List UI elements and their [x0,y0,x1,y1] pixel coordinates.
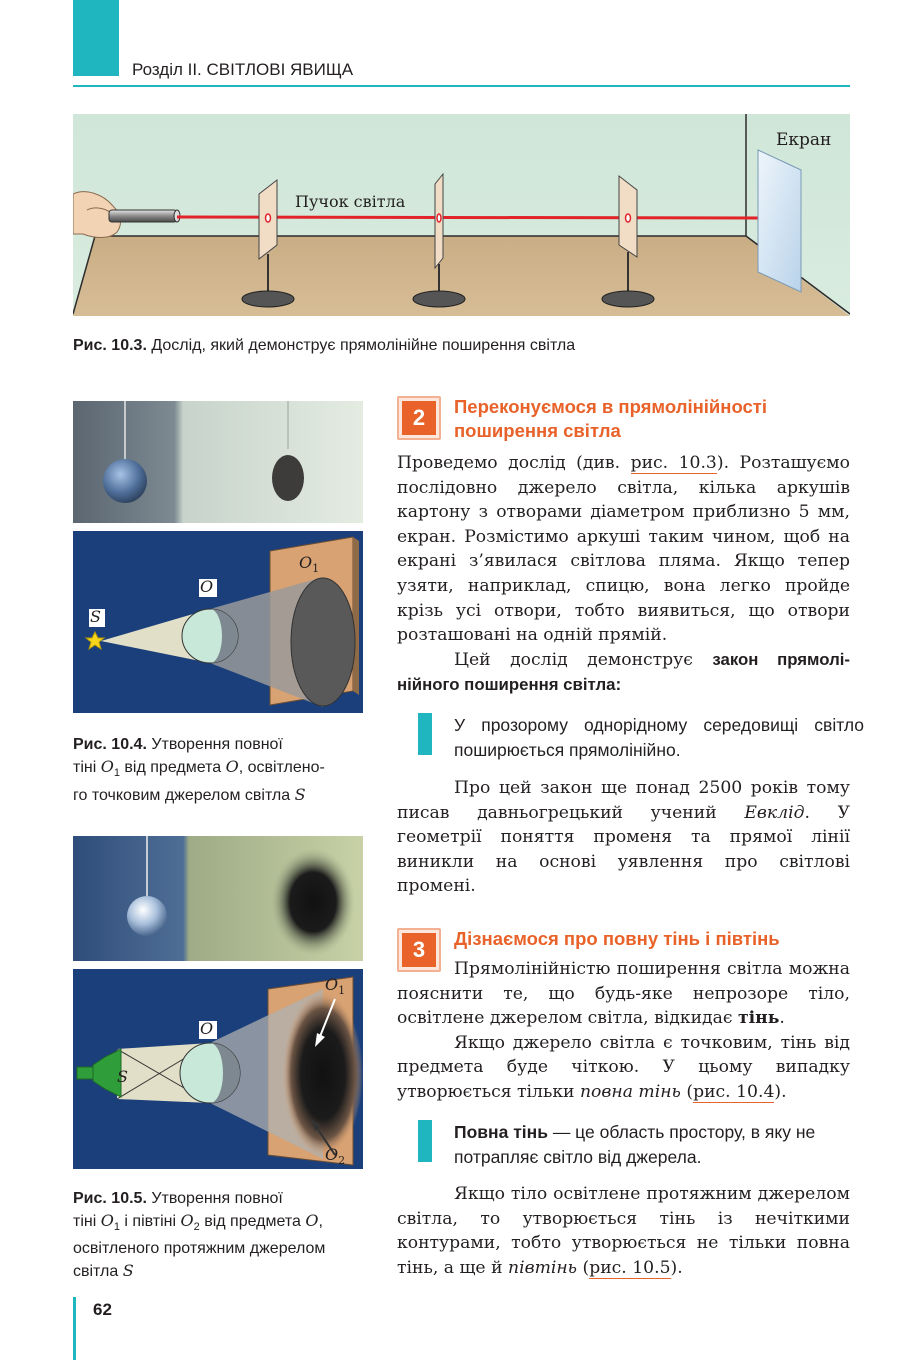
section-2-body [397,451,850,698]
law-bar [418,713,432,755]
paragraph: Якщо тіло освітлене протяжним джерелом світла, то утворюється тінь із нечіткими контурами, тобто утворюється не тільки повна тінь, а ще й півтінь (рис. 10.5). [397,1184,850,1278]
figure-link[interactable]: рис. 10.3 [630,453,717,473]
definition-text: Повна тінь — це область простору, в яку не потрапляє світло від джерела. [454,1122,816,1167]
law-text: У прозорому однорідному середовищі світло поширюється прямолінійно. [454,715,864,760]
paragraph: Прямолінійністю поширення світла можна пояснити те, що будь-яке непрозоре тіло, освітлене джерелом світла, відкидає тінь. [397,959,850,1029]
umbra-label: $O_1$ [325,975,346,998]
figure-10-4-caption: Рис. 10.4. Утворення повної тіні $O_1$ від предмета O, освітлено- го точковим джерелом світла S [73,736,325,805]
header-rule [73,85,850,87]
section-2-title: Переконуємося в прямолінійності поширення світла [454,396,768,441]
section-3-body-cont [397,1182,850,1280]
figure-10-5-photo [73,836,363,961]
paragraph: Про цей закон ще понад 2500 років тому писав давньогрецький учений Евклід. У геометрії поняття променя та прямої лінії виникли на основі уявлення про світлові промені. [397,778,850,897]
paragraph: Якщо джерело світла є точковим, тінь від предмета буде чіткою. У цьому випадку утворюється тільки повна тінь (рис. 10.4). [397,1032,850,1102]
figure-10-5-caption: Рис. 10.5. Утворення повної тіні $O_1$ і півтіні $O_2$ від предмета O, освітленого протяжним джерелом світла S [73,1190,326,1281]
source-label: S [117,1067,128,1086]
page-number: 62 [93,1300,112,1319]
figure-10-3 [73,114,850,316]
definition-box [418,1120,864,1169]
experiment-illustration [73,114,850,316]
figure-10-5-diagram [73,969,363,1169]
paragraph: Цей дослід демонструє закон прямолінійного поширення світла: [397,649,850,695]
caption-text: Дослід, який демонструє прямолінійне поширення світла [146,337,576,354]
section-3-number: 3 [402,933,436,967]
source-label: S [90,607,101,626]
figure-link[interactable]: рис. 10.4 [693,1081,775,1102]
penumbra-label: $O_2$ [325,1145,346,1168]
law-box [418,713,864,762]
figure-10-3-caption [73,335,850,357]
umbra-label: $O_1$ [299,553,320,576]
chapter-title: Розділ II. СВІТЛОВІ ЯВИЩА [132,60,354,79]
object-label: O [200,1019,214,1038]
section-2-number: 2 [402,401,436,435]
section-3-body [397,957,850,1105]
page-bar [73,1297,76,1360]
paragraph: Проведемо дослід (див. рис. 10.3). Розташуємо послідовно джерело світла, кілька аркушів картону з отворами діаметром приблизно 5 мм, екран. Розмістимо аркуші таким чином, щоб на екрані з’явилася світлова пляма. Якщо тепер узяти, наприклад, спицю, вона легко пройде крізь усі отвори, тобто виявиться, що отвори розташовані на одній прямій. [397,453,851,646]
figure-link[interactable]: рис. 10.5 [589,1257,671,1278]
figure-10-4-diagram [73,531,363,713]
screen-label: Екран [776,130,832,150]
header-tab-marker [73,0,119,76]
definition-bar [418,1120,432,1162]
section-3-title: Дізнаємося про повну тінь і півтінь [454,928,780,949]
beam-label: Пучок світла [295,192,406,211]
object-label: O [200,577,214,596]
section-2-badge [397,396,441,440]
figure-10-4-photo [73,401,363,523]
section-2-body-cont [397,776,850,899]
caption-label: Рис. 10.3. [73,337,147,354]
